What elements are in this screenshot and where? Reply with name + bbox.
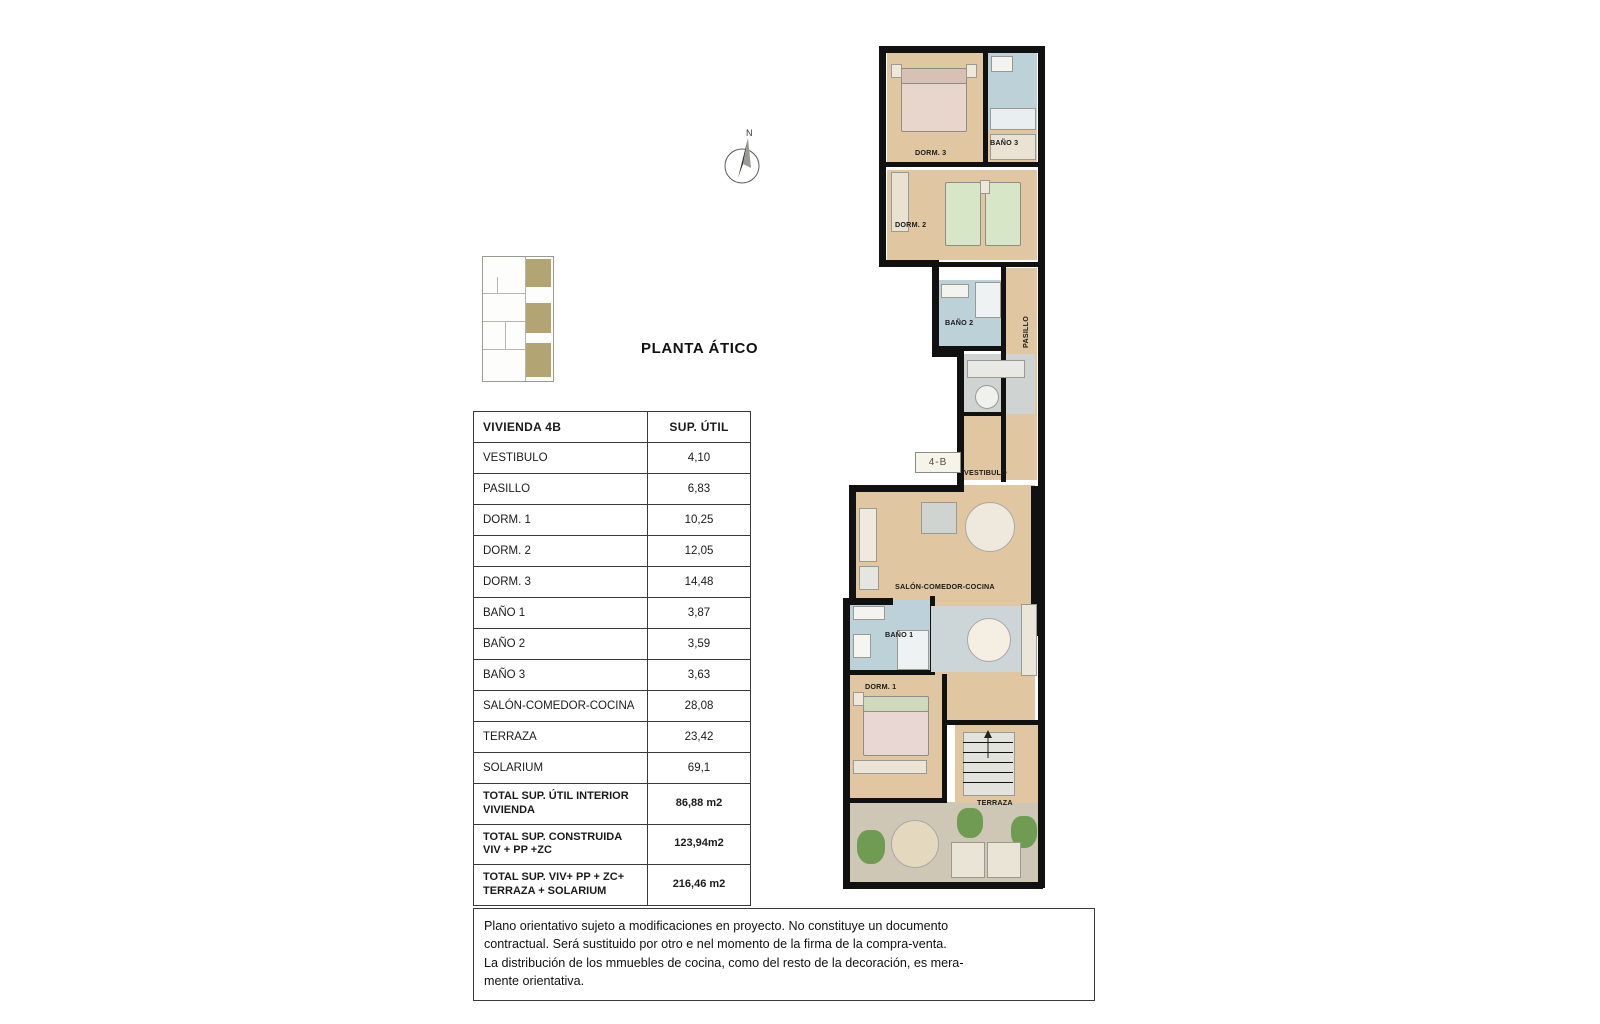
table-header-row	[474, 412, 751, 443]
wall	[849, 485, 964, 492]
room-name: SOLARIUM	[474, 753, 648, 784]
disclaimer-note	[473, 908, 1095, 1001]
wall-partition	[947, 720, 1039, 725]
keyplan-highlight	[526, 259, 551, 287]
disclaimer-line-1: Plano orientativo sujeto a modificaciones en proyecto. No constituye un documento	[484, 919, 949, 933]
sofa	[1021, 604, 1037, 676]
wall	[1038, 46, 1045, 486]
room-name: BAÑO 3	[474, 660, 648, 691]
bed-dorm2-a	[945, 182, 981, 246]
room-name: PASILLO	[474, 474, 648, 505]
table-total-row	[474, 865, 751, 906]
table-row	[474, 443, 751, 474]
bed-dorm2-b	[985, 182, 1021, 246]
outdoor-table	[891, 820, 939, 868]
wall-partition	[961, 412, 1005, 416]
wall	[879, 46, 1045, 53]
keyplan-line	[497, 293, 515, 294]
toilet	[853, 634, 871, 658]
table-row	[474, 629, 751, 660]
page-title: PLANTA ÁTICO	[641, 340, 759, 357]
closet-dorm1	[853, 760, 927, 774]
sink-bano3	[991, 56, 1013, 72]
wall	[932, 260, 939, 356]
room-name: SALÓN-COMEDOR-COCINA	[474, 691, 648, 722]
total-name: TOTAL SUP. VIV+ PP + ZC+ TERRAZA + SOLARIUM	[474, 865, 648, 906]
label-dorm-2: DORM. 2	[895, 220, 927, 229]
label-vestibulo: VESTIBULO	[964, 468, 1007, 477]
total-name: TOTAL SUP. ÚTIL INTERIOR VIVIENDA	[474, 784, 648, 825]
keyplan-highlight	[526, 303, 551, 333]
shower-tray	[990, 108, 1036, 130]
table-row	[474, 505, 751, 536]
room-name: BAÑO 1	[474, 598, 648, 629]
shower-bano2	[975, 282, 1001, 318]
room-area: 69,1	[648, 753, 751, 784]
unit-tag: 4-B	[915, 452, 961, 473]
label-bano-1: BAÑO 1	[885, 630, 914, 639]
nightstand	[980, 180, 990, 194]
total-value: 86,88 m2	[648, 784, 751, 825]
area-schedule-table	[473, 411, 751, 906]
plant	[857, 830, 885, 864]
label-dorm-3: DORM. 3	[915, 148, 947, 157]
table-header-name: VIVIENDA 4B	[474, 412, 648, 443]
wall	[879, 46, 886, 166]
table-total-row	[474, 824, 751, 865]
label-terraza: TERRAZA	[977, 798, 1013, 807]
keyplan-line	[483, 349, 525, 350]
room-name: VESTIBULO	[474, 443, 648, 474]
keyplan-line	[505, 321, 506, 349]
room-area: 3,63	[648, 660, 751, 691]
wall-partition	[942, 674, 947, 802]
coffee-table-top	[967, 618, 1011, 662]
north-arrow-label: N	[746, 128, 753, 138]
label-bano-2: BAÑO 2	[945, 318, 974, 327]
room-name: TERRAZA	[474, 722, 648, 753]
table-row	[474, 753, 751, 784]
wall	[843, 598, 850, 888]
north-arrow	[720, 128, 776, 188]
table-row	[474, 536, 751, 567]
fridge	[859, 566, 879, 590]
label-bano-3: BAÑO 3	[990, 138, 1019, 147]
wall	[843, 882, 1043, 889]
total-value: 123,94m2	[648, 824, 751, 865]
room-area: 23,42	[648, 722, 751, 753]
total-name: TOTAL SUP. CONSTRUIDA VIV + PP +ZC	[474, 824, 648, 865]
dining-area	[921, 502, 957, 534]
stair-step	[963, 762, 1013, 763]
room-area: 12,05	[648, 536, 751, 567]
lounger	[951, 842, 985, 878]
wall	[849, 485, 856, 605]
stair-direction-arrow	[975, 730, 1001, 760]
disclaimer-line-2: contractual. Será sustituido por otro e nel momento de la firma de la compra-venta.	[484, 937, 947, 952]
room-area: 14,48	[648, 567, 751, 598]
counter	[967, 360, 1025, 378]
keyplan-line	[483, 321, 525, 322]
room-area: 10,25	[648, 505, 751, 536]
dining-table	[965, 502, 1015, 552]
lounger	[987, 842, 1021, 878]
bed-pillow	[901, 68, 967, 84]
room-name: DORM. 3	[474, 567, 648, 598]
table-row	[474, 691, 751, 722]
wall	[843, 598, 893, 605]
kitchen-counter	[859, 508, 877, 562]
wall-partition	[939, 346, 1003, 351]
stair-step	[963, 772, 1013, 773]
label-pasillo: PASILLO	[1021, 315, 1030, 348]
label-salon: SALÓN-COMEDOR-COCINA	[895, 582, 995, 591]
table-row	[474, 567, 751, 598]
room-name: DORM. 2	[474, 536, 648, 567]
nightstand	[891, 64, 902, 78]
sink-bano1	[853, 606, 885, 620]
washer	[975, 385, 999, 409]
table-row	[474, 660, 751, 691]
total-value: 216,46 m2	[648, 865, 751, 906]
plant	[957, 808, 983, 838]
disclaimer-line-3: La distribución de los mmuebles de cocina, como del resto de la decoración, es mera-	[484, 955, 964, 970]
floor-plan-drawing	[835, 30, 1095, 900]
room-area: 6,83	[648, 474, 751, 505]
table-row	[474, 598, 751, 629]
stair-step	[963, 782, 1013, 783]
table-header-value: SUP. ÚTIL	[648, 412, 751, 443]
room-name: DORM. 1	[474, 505, 648, 536]
nightstand	[966, 64, 977, 78]
label-dorm-1: DORM. 1	[865, 682, 897, 691]
wall	[879, 160, 886, 266]
wall-partition	[849, 798, 947, 803]
room-area: 3,59	[648, 629, 751, 660]
wall-partition	[886, 262, 1038, 267]
keyplan-highlight	[526, 343, 551, 377]
disclaimer-line-4: mente orientativa.	[484, 973, 585, 988]
room-area: 4,10	[648, 443, 751, 474]
keyplan-line	[497, 277, 498, 293]
room-area: 3,87	[648, 598, 751, 629]
sink-bano2	[941, 284, 969, 298]
wall	[1038, 630, 1045, 888]
bed-pillow	[863, 696, 929, 712]
table-row	[474, 474, 751, 505]
room-name: BAÑO 2	[474, 629, 648, 660]
wall-partition	[886, 162, 1038, 167]
room-area: 28,08	[648, 691, 751, 722]
wall-partition	[983, 52, 988, 162]
wall-partition	[849, 670, 935, 675]
nightstand	[853, 692, 864, 706]
table-row	[474, 722, 751, 753]
table-total-row	[474, 784, 751, 825]
key-plan-locator	[482, 256, 554, 382]
